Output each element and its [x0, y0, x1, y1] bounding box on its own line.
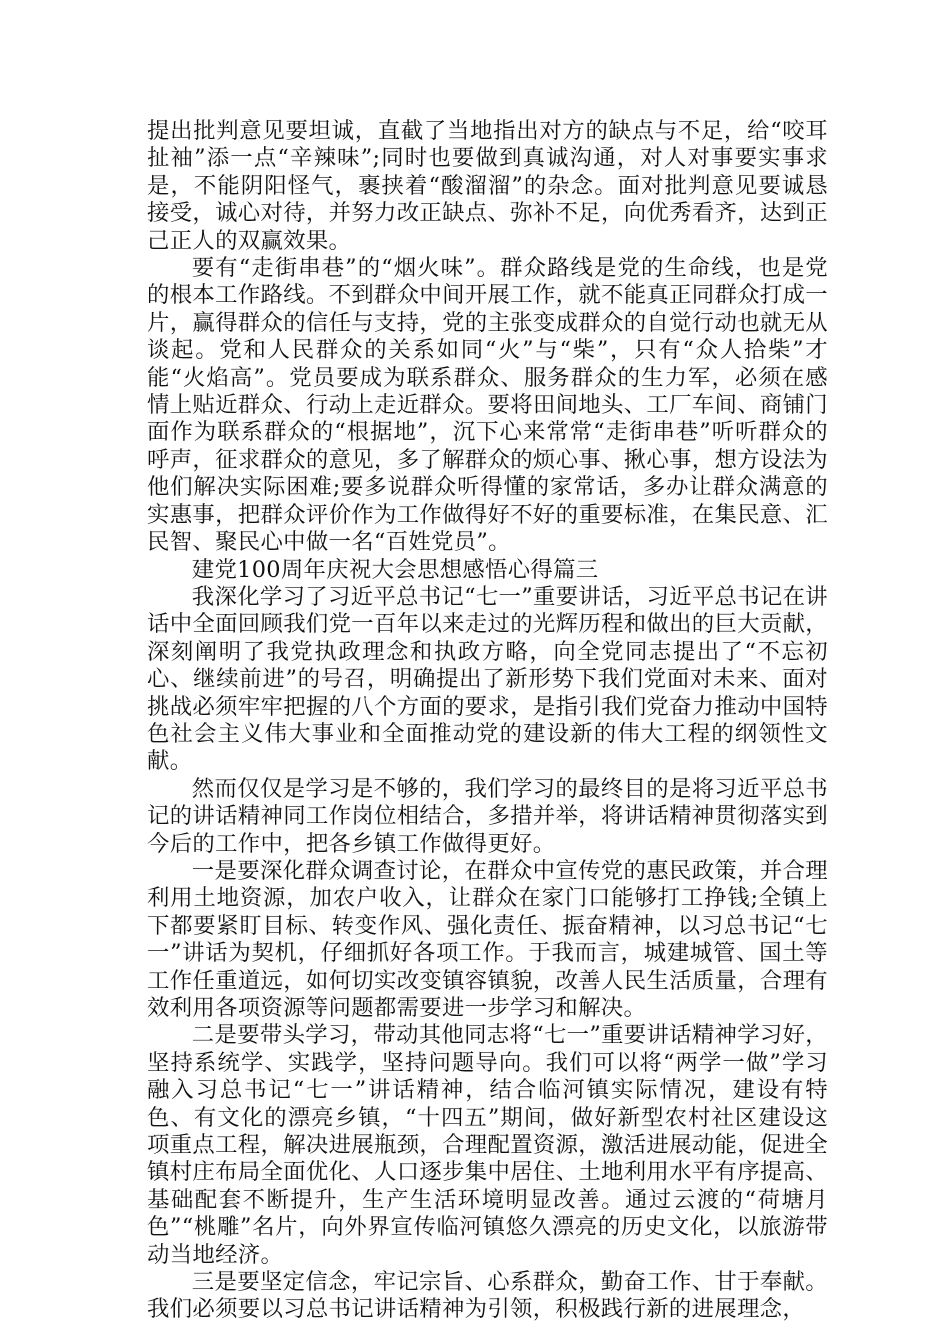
paragraph-street-visits: 要有“走街串巷”的“烟火味”。群众路线是党的生命线，也是党的根本工作路线。不到群众中间开展工作，就不能真正同群众打成一片，赢得群众的信任与支持，党的主张变成群众的自觉行动也就无从谈起。党和人民群众的关系如同“火”与“柴”，只有“众人拾柴”才能“火焰高”。党员要成为联系群众、服务群众的生力军，必须在感情上贴近群众、行动上走近群众。要将田间地头、工厂车间、商铺门面作为联系群众的“根据地”，沉下心来常常“走街串巷”听听群众的呼声，征求群众的意见，多了解群众的烦心事、揪心事，想方设法为他们解决实际困难;要多说群众听得懂的家常话，多办让群众满意的实惠事，把群众评价作为工作做得好不好的重要标准，在集民意、汇民智、聚民心中做一名“百姓党员”。 — [147, 255, 828, 556]
paragraph-point-three: 三是要坚定信念，牢记宗旨、心系群众，勤奋工作、甘于奉献。我们必须要以习总书记讲话精神为引领，积极践行新的进展理念， — [147, 1269, 828, 1323]
paragraph-study-speech: 我深化学习了习近平总书记“七一”重要讲话，习近平总书记在讲话中全面回顾我们党一百年以来走过的光辉历程和做出的巨大贡献，深刻阐明了我党执政理念和执政方略，向全党同志提出了“不忘初心、继续前进”的号召，明确提出了新形势下我们党面对未来、面对挑战必须牢牢把握的八个方面的要求，是指引我们党奋力推动中国特色社会主义伟大事业和全面推动党的建设新的伟大工程的纲领性文献。 — [147, 583, 828, 775]
paragraph-criticism: 提出批判意见要坦诚，直截了当地指出对方的缺点与不足，给“咬耳扯袖”添一点“辛辣味”;同时也要做到真诚沟通，对人对事要实事求是，不能阴阳怪气，裹挟着“酸溜溜”的杂念。面对批判意见要诚恳接受，诚心对待，并努力改正缺点、弥补不足，向优秀看齐，达到正己正人的双赢效果。 — [147, 118, 828, 254]
section-heading: 建党100周年庆祝大会思想感悟心得篇三 — [191, 556, 599, 583]
paragraph-point-two: 二是要带头学习，带动其他同志将“七一”重要讲话精神学习好，坚持系统学、实践学，坚持问题导向。我们可以将“两学一做”学习融入习总书记“七一”讲话精神，结合临河镇实际情况，建设有特色、有文化的漂亮乡镇，“十四五”期间，做好新型农村社区建设这项重点工程，解决进展瓶颈，合理配置资源，激活进展动能，促进全镇村庄布局全面优化、人口逐步集中居住、土地利用水平有序提高、基础配套不断提升，生产生活环境明显改善。通过云渡的“荷塘月色”“桃雕”名片，向外界宣传临河镇悠久漂亮的历史文化，以旅游带动当地经济。 — [147, 1022, 828, 1268]
paragraph-study-goal: 然而仅仅是学习是不够的，我们学习的最终目的是将习近平总书记的讲话精神同工作岗位相结合，多措并举，将讲话精神贯彻落实到今后的工作中，把各乡镇工作做得更好。 — [147, 775, 828, 857]
document-body — [147, 118, 828, 1324]
paragraph-point-one: 一是要深化群众调查讨论，在群众中宣传党的惠民政策，并合理利用土地资源，加农户收入，让群众在家门口能够打工挣钱;全镇上下都要紧盯目标、转变作风、强化责任、振奋精神，以习总书记“七一”讲话为契机，仔细抓好各项工作。于我而言，城建城管、国土等工作任重道远，如何切实改变镇容镇貌，改善人民生活质量，合理有效利用各项资源等问题都需要进一步学习和解决。 — [147, 857, 828, 1021]
